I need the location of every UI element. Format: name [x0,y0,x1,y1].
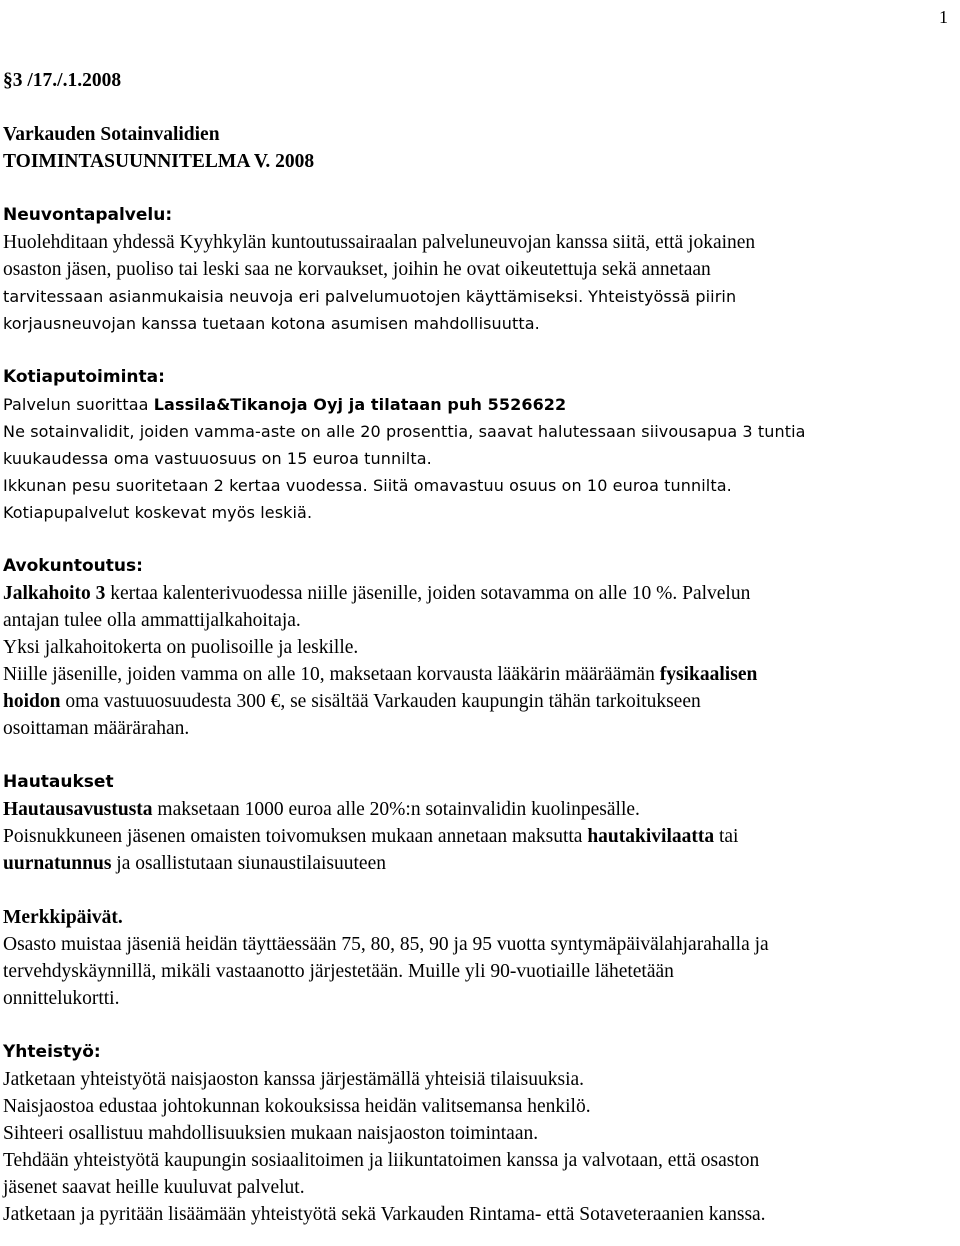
section-kotiaputoiminta [3,364,953,526]
bold-term: Jalkahoito 3 [3,583,106,604]
page-number: 1 [939,7,948,27]
paragraph-text: tai [714,826,739,847]
document-body [3,67,953,1228]
section-heading: Yhteistyö: [3,1042,101,1062]
intro-text: Palvelun suorittaa [3,395,154,414]
paragraph-line: korjausneuvojan kanssa tuetaan kotona asumisen mahdollisuutta. [3,314,540,333]
section-hautaukset [3,769,953,877]
paragraph-line: Yksi jalkahoitokerta on puolisoille ja leskille. [3,637,359,658]
service-provider: Lassila&Tikanoja Oyj ja tilataan puh 5526622 [153,395,567,414]
document-title: TOIMINTASUUNNITELMA V. 2008 [3,151,315,172]
paragraph-line: jäsenet saavat heille kuuluvat palvelut. [3,1177,305,1198]
bold-term: hoidon [3,691,61,712]
paragraph-text: maksetaan 1000 euroa alle 20%:n sotainvalidin kuolinpesälle. [152,799,640,820]
section-heading: Avokuntoutus: [3,556,143,576]
paragraph-line: Ikkunan pesu suoritetaan 2 kertaa vuodessa. Siitä omavastuu osuus on 10 euroa tunnilta. [3,476,732,495]
org-name: Varkauden Sotainvalidien [3,124,220,145]
paragraph-text: Niille jäsenille, joiden vamma on alle 10, maksetaan korvausta lääkärin määräämän [3,664,660,685]
section-heading: Kotiaputoiminta: [3,367,165,387]
section-id: §3 /17./.1.2008 [3,70,122,91]
paragraph-line: Jatketaan ja pyritään lisäämään yhteistyötä sekä Varkauden Rintama- että Sotaveteraanien kanssa. [3,1204,766,1225]
paragraph-line: Huolehditaan yhdessä Kyyhkylän kuntoutussairaalan palveluneuvojan kanssa siitä, että jokainen [3,232,756,253]
paragraph-line: tarvitessaan asianmukaisia neuvoja eri palvelumuotojen käyttämiseksi. [3,287,584,306]
paragraph-text: kertaa kalenterivuodessa niille jäsenille, joiden sotavamma on alle 10 %. Palvelun [105,583,751,604]
paragraph-line: osoittaman määrärahan. [3,718,190,739]
paragraph-line: antajan tulee olla ammattijalkahoitaja. [3,610,301,631]
paragraph-line: kuukaudessa oma vastuuosuus on 15 euroa tunnilta. [3,449,432,468]
section-merkkipaivat [3,904,953,1012]
paragraph-line: Ne sotainvalidit, joiden vamma-aste on alle 20 prosenttia, saavat halutessaan siivousapua 3 tuntia [3,422,806,441]
paragraph-line: Osasto muistaa jäseniä heidän täyttäessään 75, 80, 85, 90 ja 95 vuotta syntymäpäivälahjarahalla ja [3,934,769,955]
section-heading: Merkkipäivät. [3,907,123,928]
paragraph-line: tervehdyskäynnillä, mikäli vastaanotto järjestetään. Muille yli 90-vuotiaille lähetetään [3,961,674,982]
paragraph-line: Kotiapupalvelut koskevat myös leskiä. [3,503,313,522]
paragraph-text: Poisnukkuneen jäsenen omaisten toivomuksen mukaan annetaan maksutta [3,826,588,847]
paragraph-text: ja osallistutaan siunaustilaisuuteen [111,853,386,874]
paragraph-line: Jatketaan yhteistyötä naisjaoston kanssa järjestämällä yhteisiä tilaisuuksia. [3,1069,585,1090]
paragraph-line: osaston jäsen, puoliso tai leski saa ne korvaukset, joihin he ovat oikeutettuja sekä annetaan [3,259,711,280]
paragraph-line: Naisjaostoa edustaa johtokunnan kokouksissa heidän valitsemansa henkilö. [3,1096,591,1117]
section-neuvontapalvelu [3,202,953,337]
paragraph-line: Yhteistyössä piirin [588,287,737,306]
bold-term: fysikaalisen [659,664,758,685]
bold-term: uurnatunnus [3,853,112,874]
paragraph-line: Sihteeri osallistuu mahdollisuuksien mukaan naisjaoston toimintaan. [3,1123,539,1144]
bold-term: hautakivilaatta [587,826,715,847]
bold-term: Hautausavustusta [3,799,153,820]
paragraph-line: onnittelukortti. [3,988,120,1009]
paragraph-text: oma vastuuosuudesta 300 €, se sisältää Varkauden kaupungin tähän tarkoitukseen [60,691,701,712]
paragraph-line: Tehdään yhteistyötä kaupungin sosiaalitoimen ja liikuntatoimen kanssa ja valvotaan, että osaston [3,1150,760,1171]
section-avokuntoutus [3,553,953,742]
section-heading: Hautaukset [3,772,114,792]
section-heading: Neuvontapalvelu: [3,205,173,225]
section-yhteistyo [3,1039,953,1228]
